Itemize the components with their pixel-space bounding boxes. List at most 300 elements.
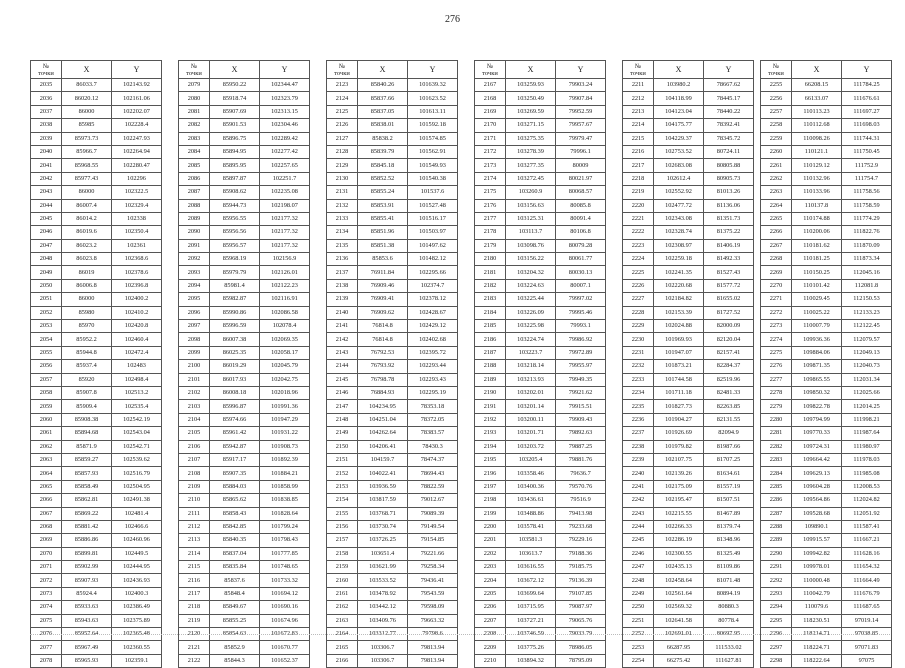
table-row [475,641,606,654]
x-value-cell: 103269.59 [506,105,556,118]
point-number-cell: 2267 [761,239,792,252]
x-value-cell: 86019.6 [62,226,112,239]
table-row [179,186,310,199]
point-number-cell: 2149 [327,427,358,440]
point-number-cell: 2245 [623,534,654,547]
x-value-cell: 110101.42 [792,279,842,292]
table-row [31,320,162,333]
point-number-cell: 2092 [179,253,210,266]
y-value-cell: 78372.05 [408,413,458,426]
x-value-cell: 85961.42 [210,427,260,440]
point-number-cell: 2104 [179,413,210,426]
x-value-cell: 101969.93 [654,333,704,346]
y-value-cell: 102045.79 [260,360,310,373]
x-value-cell: 76909.41 [358,293,408,306]
x-value-cell: 110181.25 [792,253,842,266]
point-number-cell: 2154 [327,494,358,507]
point-number-cell: 2287 [761,507,792,520]
x-value-cell: 118222.64 [792,654,842,667]
point-number-cell: 2123 [327,79,358,92]
x-value-cell: 76909.62 [358,306,408,319]
point-number-cell: 2182 [475,279,506,292]
y-value-cell: 101828.64 [260,507,310,520]
x-value-cell: 66133.07 [792,92,842,105]
point-number-cell: 2209 [475,641,506,654]
point-number-cell: 2155 [327,507,358,520]
y-value-cell: 101908.73 [260,440,310,453]
x-value-cell: 85933.63 [62,601,112,614]
y-value-cell: 80697.95 [704,628,754,641]
number-sign: № [634,62,642,70]
y-value-cell: 111664.49 [842,574,892,587]
table-row [327,587,458,600]
x-value-cell: 109978.01 [792,561,842,574]
table-row [623,507,754,520]
y-value-cell: 102368.6 [112,253,162,266]
x-value-cell: 103488.86 [506,507,556,520]
x-value-cell: 85886.86 [62,534,112,547]
table-row [179,427,310,440]
y-value-cell: 102329.4 [112,199,162,212]
point-number-cell: 2070 [31,547,62,560]
table-row [327,79,458,92]
table-row [327,320,458,333]
point-number-cell: 2090 [179,226,210,239]
x-value-cell: 85996.59 [210,320,260,333]
y-value-cell: 78383.57 [408,427,458,440]
point-number-cell: 2085 [179,159,210,172]
y-value-cell: 102161.06 [112,92,162,105]
y-value-cell: 112045.16 [842,266,892,279]
x-value-cell: 101979.82 [654,440,704,453]
point-number-cell: 2133 [327,212,358,225]
point-number-cell: 2073 [31,587,62,600]
table-row [761,199,892,212]
y-value-cell: 102420.8 [112,320,162,333]
y-value-cell: 81577.72 [704,279,754,292]
y-value-cell: 102542.71 [112,440,162,453]
point-number-cell: 2291 [761,561,792,574]
point-number-cell: 2179 [475,239,506,252]
x-value-cell: 85944.8 [62,346,112,359]
table-row [179,293,310,306]
x-value-cell: 85881.42 [62,520,112,533]
x-value-cell: 104123.04 [654,105,704,118]
point-number-cell: 2278 [761,386,792,399]
y-value-cell: 102313.15 [260,105,310,118]
x-value-cell: 85899.81 [62,547,112,560]
point-number-cell: 2197 [475,480,506,493]
y-value-cell: 102436.93 [112,574,162,587]
table-row [31,346,162,359]
table-row [475,186,606,199]
y-value-cell: 101694.12 [260,587,310,600]
x-value-cell: 102343.08 [654,212,704,225]
table-row [179,79,310,92]
table-row [327,440,458,453]
y-value-cell: 79979.47 [556,132,606,145]
point-number-cell: 2180 [475,253,506,266]
y-value-cell: 111628.16 [842,547,892,560]
y-value-cell: 79972.89 [556,346,606,359]
y-value-cell: 112122.45 [842,320,892,333]
y-value-cell: 101639.32 [408,79,458,92]
table-row [475,306,606,319]
y-value-cell: 102289.42 [260,132,310,145]
x-value-cell: 85858.49 [62,480,112,493]
x-value-cell: 85909.4 [62,400,112,413]
table-row [623,467,754,480]
point-number-cell: 2066 [31,494,62,507]
y-value-cell: 102535.4 [112,400,162,413]
y-value-cell: 102304.46 [260,119,310,132]
y-value-cell: 80021.97 [556,172,606,185]
x-value-cell: 85894.68 [62,427,112,440]
x-value-cell: 110133.96 [792,186,842,199]
x-value-cell: 85897.87 [210,172,260,185]
point-number-cell: 2298 [761,654,792,667]
y-value-cell: 79903.24 [556,79,606,92]
y-value-cell: 102350.4 [112,226,162,239]
table-row [327,306,458,319]
table-row [179,453,310,466]
x-value-cell: 85950.22 [210,79,260,92]
y-value-cell: 102069.35 [260,333,310,346]
table-row [179,587,310,600]
point-number-cell: 2102 [179,386,210,399]
table-row [327,614,458,627]
point-number-cell: 2279 [761,400,792,413]
y-value-cell: 81109.86 [704,561,754,574]
table-row [623,494,754,507]
table-row [327,226,458,239]
table-row [475,520,606,533]
table-row [327,507,458,520]
y-value-cell: 112024.82 [842,494,892,507]
table-row [475,494,606,507]
table-row [327,132,458,145]
point-number-cell: 2117 [179,587,210,600]
y-value-cell: 79949.35 [556,373,606,386]
x-value-cell: 103202.01 [506,386,556,399]
point-number-cell: 2036 [31,92,62,105]
y-value-cell: 101503.97 [408,226,458,239]
y-value-cell: 102429.12 [408,320,458,333]
x-value-cell: 110181.62 [792,239,842,252]
point-number-cell: 2223 [623,239,654,252]
x-value-cell: 76909.46 [358,279,408,292]
point-number-cell: 2080 [179,92,210,105]
point-number-cell: 2213 [623,105,654,118]
y-value-cell: 102386.49 [112,601,162,614]
x-value-cell: 102458.64 [654,574,704,587]
table-row [327,253,458,266]
table-row [31,574,162,587]
table-row [623,386,754,399]
point-number-cell: 2196 [475,467,506,480]
table-row [475,212,606,225]
y-header: Y [842,61,892,79]
y-value-cell: 102400.2 [112,293,162,306]
y-value-cell: 78445.17 [704,92,754,105]
table-row [31,105,162,118]
point-number-cell: 2161 [327,587,358,600]
table-row [761,186,892,199]
x-value-cell: 102266.33 [654,520,704,533]
y-value-cell: 102460.4 [112,333,162,346]
point-number-cell: 2171 [475,132,506,145]
table-row [761,212,892,225]
point-number-cell: 2224 [623,253,654,266]
x-value-cell: 102612.4 [654,172,704,185]
point-number-cell: 2040 [31,145,62,158]
point-number-cell: 2162 [327,601,358,614]
y-value-cell: 111754.7 [842,172,892,185]
x-value-cell: 85968.19 [210,253,260,266]
point-number-cell: 2212 [623,92,654,105]
table-row [623,92,754,105]
point-number-cell: 2151 [327,453,358,466]
table-row [623,145,754,158]
x-value-cell: 103980.2 [654,79,704,92]
x-value-cell: 103613.7 [506,547,556,560]
x-value-cell: 85908.38 [62,413,112,426]
x-value-cell: 85871.9 [62,440,112,453]
point-number-cell: 2114 [179,547,210,560]
table-row [179,386,310,399]
y-value-cell: 102264.94 [112,145,162,158]
table-row [623,601,754,614]
table-row [761,427,892,440]
x-value-cell: 86008.18 [210,386,260,399]
table-header-row [179,61,310,79]
table-row [179,373,310,386]
x-value-cell: 85838.2 [358,132,408,145]
x-value-cell: 104262.64 [358,427,408,440]
y-value-cell: 79033.79 [556,628,606,641]
y-value-cell: 78986.05 [556,641,606,654]
x-value-cell: 85851.38 [358,239,408,252]
y-value-cell: 102504.95 [112,480,162,493]
point-number-cell: 2283 [761,453,792,466]
table-row [475,386,606,399]
x-header: X [506,61,556,79]
point-number-cell: 2156 [327,520,358,533]
y-value-cell: 112081.8 [842,279,892,292]
point-number-cell: 2255 [761,79,792,92]
table-row [31,373,162,386]
y-value-cell: 112133.23 [842,306,892,319]
coordinate-table-1 [30,60,162,668]
y-value-cell: 79598.09 [408,601,458,614]
x-value-cell: 103205.4 [506,453,556,466]
y-value-cell: 111774.29 [842,212,892,225]
table-row [475,346,606,359]
y-value-cell: 80079.28 [556,239,606,252]
point-number-cell: 2078 [31,654,62,667]
x-value-cell: 109890.1 [792,520,842,533]
point-number-cell: 2095 [179,293,210,306]
point-number-cell: 2263 [761,186,792,199]
y-value-cell: 111873.34 [842,253,892,266]
y-header: Y [704,61,754,79]
table-row [31,520,162,533]
table-row [327,494,458,507]
x-value-cell: 85907.69 [210,105,260,118]
point-number-cell: 2153 [327,480,358,493]
table-row [327,212,458,225]
table-row [623,520,754,533]
x-value-cell: 85996.87 [210,400,260,413]
table-row [475,172,606,185]
point-number-cell: 2272 [761,306,792,319]
y-value-cell: 102143.92 [112,79,162,92]
point-number-cell: 2205 [475,587,506,600]
point-number-cell: 2098 [179,333,210,346]
x-value-cell: 109915.57 [792,534,842,547]
y-value-cell: 81727.52 [704,306,754,319]
y-value-cell: 102460.96 [112,534,162,547]
y-value-cell: 80778.4 [704,614,754,627]
x-value-cell: 104175.77 [654,119,704,132]
y-value-cell: 79149.54 [408,520,458,533]
x-value-cell: 103400.36 [506,480,556,493]
y-value-cell: 102198.07 [260,199,310,212]
point-number-cell: 2194 [475,440,506,453]
point-number-cell: 2112 [179,520,210,533]
x-value-cell: 103098.76 [506,239,556,252]
point-number-cell: 2135 [327,239,358,252]
table-row [475,159,606,172]
x-value-cell: 109629.13 [792,467,842,480]
y-value-cell: 79993.1 [556,320,606,333]
y-value-cell: 97019.14 [842,614,892,627]
y-value-cell: 81351.73 [704,212,754,225]
y-value-cell: 102257.65 [260,159,310,172]
x-value-cell: 103225.98 [506,320,556,333]
y-value-cell: 81467.89 [704,507,754,520]
y-value-cell: 102539.62 [112,453,162,466]
y-value-cell: 81987.66 [704,440,754,453]
point-number-cell: 2204 [475,574,506,587]
x-value-cell: 110150.25 [792,266,842,279]
x-value-cell: 102024.88 [654,320,704,333]
x-header: X [792,61,842,79]
x-header: X [358,61,408,79]
point-number-cell: 2145 [327,373,358,386]
point-number-cell: 2254 [623,654,654,667]
table-row [179,266,310,279]
table-row [623,266,754,279]
table-row [761,239,892,252]
y-value-cell: 78430.3 [408,440,458,453]
point-number-cell: 2277 [761,373,792,386]
table-row [761,440,892,453]
x-value-cell: 102300.55 [654,547,704,560]
table-row [761,601,892,614]
table-row [475,547,606,560]
table-row [179,494,310,507]
point-number-cell: 2063 [31,453,62,466]
x-value-cell: 103726.25 [358,534,408,547]
table-row [179,400,310,413]
y-value-cell: 102228.4 [112,119,162,132]
number-sign: № [338,62,346,70]
y-value-cell: 112031.34 [842,373,892,386]
point-number-cell: 2128 [327,145,358,158]
table-row [327,279,458,292]
y-value-cell: 102295.19 [408,386,458,399]
x-value-cell: 85895.95 [210,159,260,172]
table-row [179,253,310,266]
x-value-cell: 101947.07 [654,346,704,359]
y-value-cell: 82120.04 [704,333,754,346]
y-value-cell: 102078.4 [260,320,310,333]
y-value-cell: 102338 [112,212,162,225]
x-value-cell: 103727.21 [506,614,556,627]
x-value-cell: 85965.93 [62,654,112,667]
x-value-cell: 102175.09 [654,480,704,493]
y-value-cell: 102247.93 [112,132,162,145]
y-value-cell: 80030.13 [556,266,606,279]
x-value-cell: 103277.35 [506,159,556,172]
table-row [31,413,162,426]
point-number-cell: 2273 [761,320,792,333]
point-number-cell: 2219 [623,186,654,199]
y-value-cell: 81492.33 [704,253,754,266]
point-number-cell: 2158 [327,547,358,560]
y-value-cell: 81013.26 [704,186,754,199]
point-number-cell: 2050 [31,279,62,292]
table-row [179,346,310,359]
point-number-cell: 2199 [475,507,506,520]
coordinate-table-5 [622,60,754,668]
y-value-cell: 102360.55 [112,641,162,654]
y-value-cell: 79089.39 [408,507,458,520]
table-row [623,427,754,440]
y-value-cell: 80009 [556,159,606,172]
y-value-cell: 79087.97 [556,601,606,614]
x-value-cell: 85837.66 [358,92,408,105]
table-row [179,132,310,145]
point-number-header [761,61,792,79]
x-value-cell: 85865.62 [210,494,260,507]
y-value-cell: 111627.81 [704,654,754,667]
table-row [761,266,892,279]
point-number-cell: 2207 [475,614,506,627]
point-number-cell: 2281 [761,427,792,440]
point-number-cell: 2132 [327,199,358,212]
table-row [179,199,310,212]
y-value-cell: 80106.8 [556,226,606,239]
point-number-cell: 2120 [179,628,210,641]
y-value-cell: 81634.61 [704,467,754,480]
y-value-cell: 102378.6 [112,266,162,279]
y-value-cell: 101652.37 [260,654,310,667]
point-number-cell: 2058 [31,386,62,399]
y-value-cell: 81136.06 [704,199,754,212]
table-row [179,547,310,560]
point-number-cell: 2268 [761,253,792,266]
point-number-cell: 2186 [475,333,506,346]
x-value-cell: 103278.39 [506,145,556,158]
point-number-cell: 2231 [623,346,654,359]
table-row [761,145,892,158]
table-row [327,266,458,279]
y-value-cell: 111654.32 [842,561,892,574]
point-number-cell: 2091 [179,239,210,252]
x-value-cell: 86000 [62,105,112,118]
